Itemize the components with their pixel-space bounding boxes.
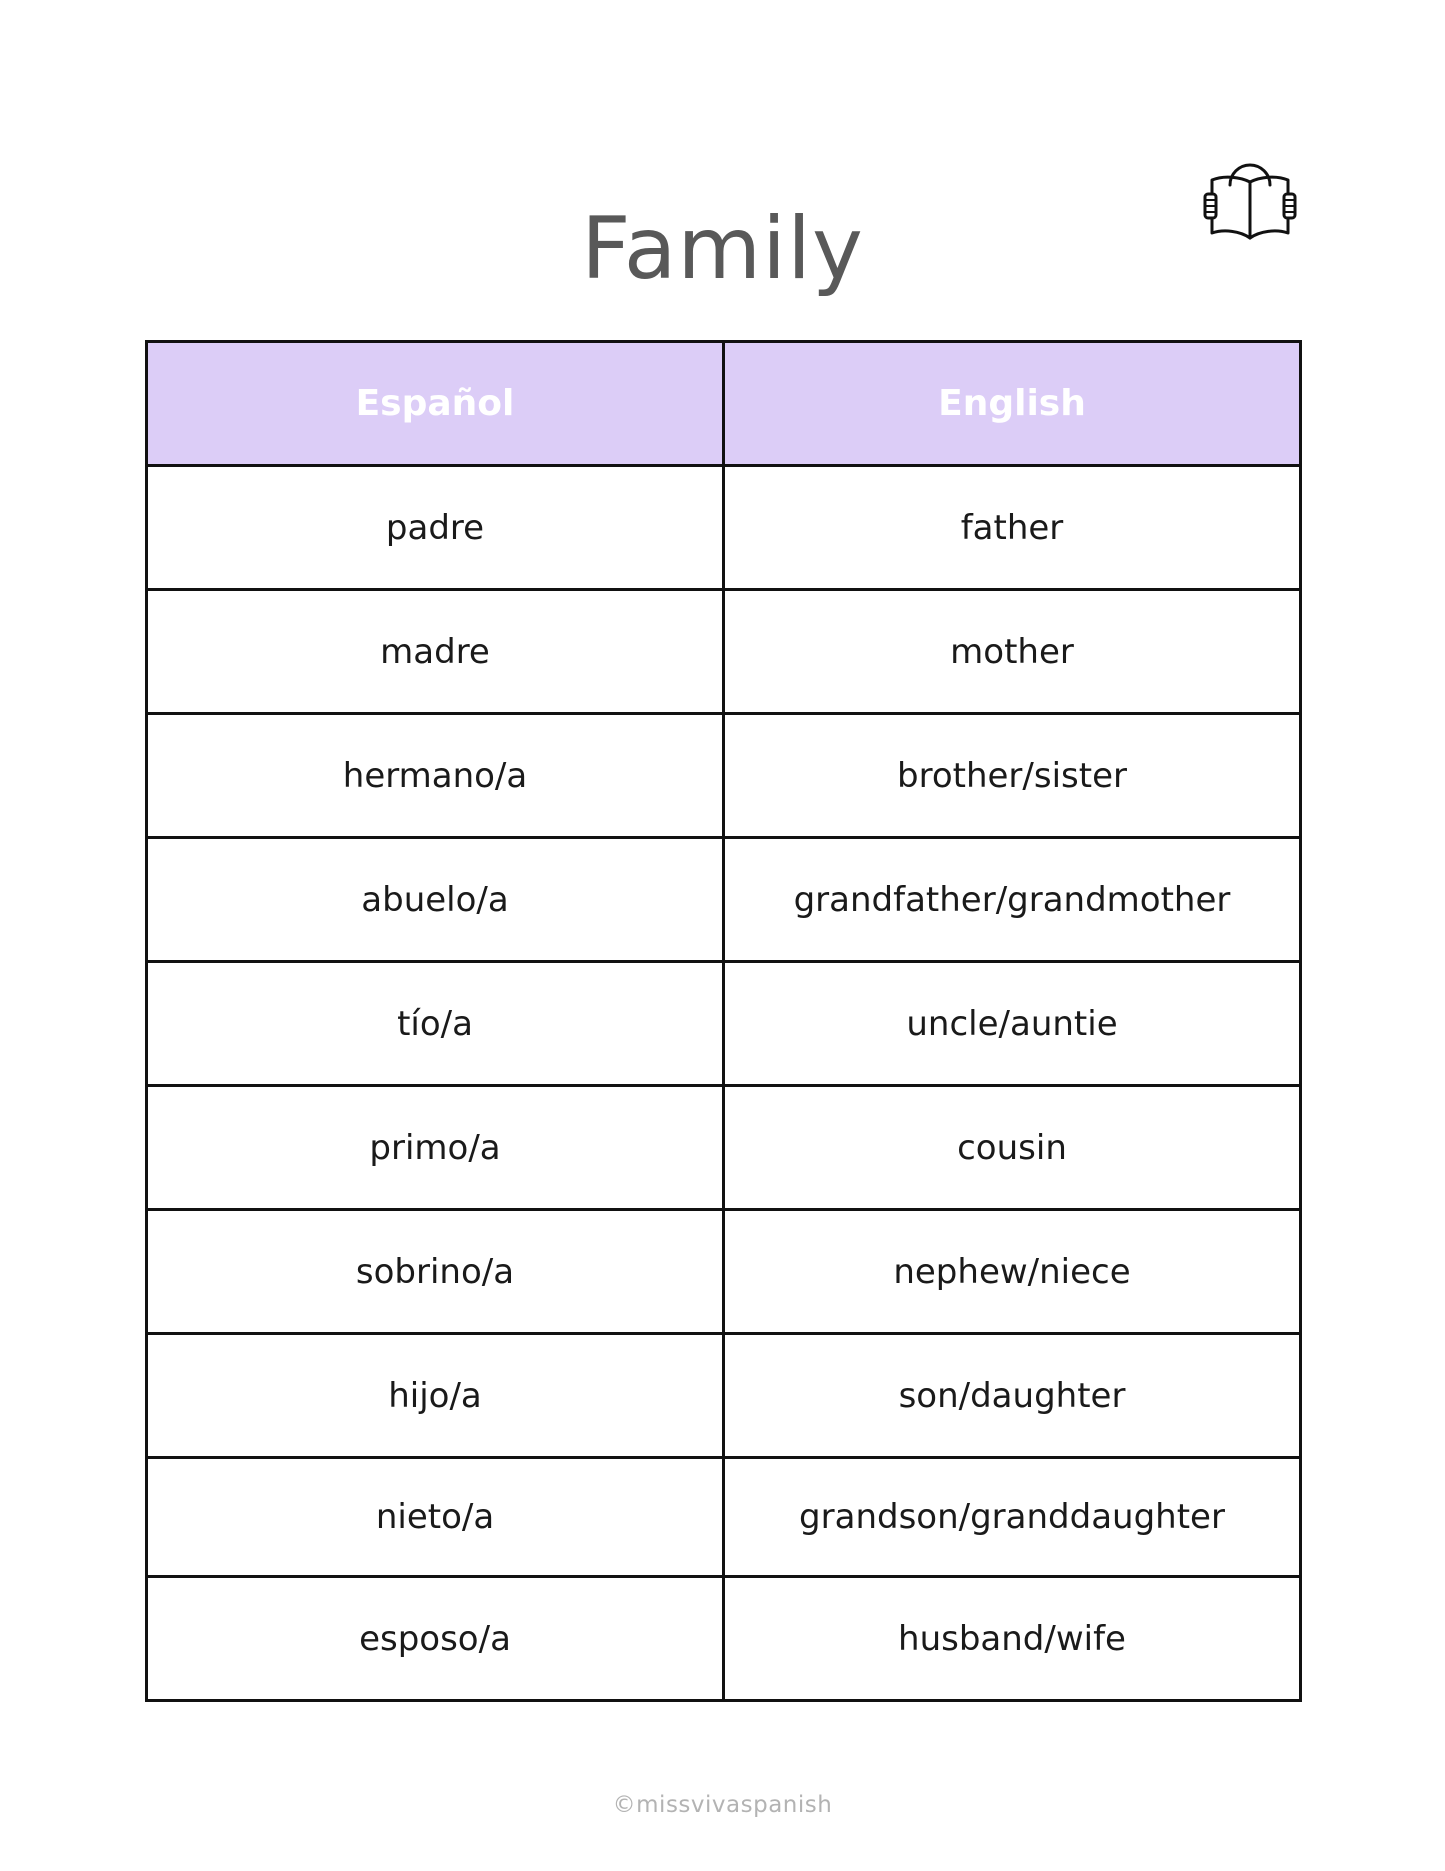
english-word: father (724, 466, 1301, 590)
spanish-word: sobrino/a (147, 1210, 724, 1334)
spanish-word: hermano/a (147, 714, 724, 838)
table-row (147, 1458, 1301, 1577)
spanish-word: esposo/a (147, 1577, 724, 1701)
footer-credit: ©missvivaspanish (612, 1792, 833, 1818)
table-row (147, 590, 1301, 714)
vocabulary-table (145, 340, 1302, 1702)
table-row (147, 466, 1301, 590)
english-word: husband/wife (724, 1577, 1301, 1701)
table-row (147, 1210, 1301, 1334)
table-row (147, 714, 1301, 838)
english-word: brother/sister (724, 714, 1301, 838)
table-row (147, 838, 1301, 962)
spanish-word: padre (147, 466, 724, 590)
spanish-word: nieto/a (147, 1458, 724, 1577)
table-row (147, 1577, 1301, 1701)
table-row (147, 962, 1301, 1086)
english-word: cousin (724, 1086, 1301, 1210)
table-header-row (147, 342, 1301, 466)
english-word: son/daughter (724, 1334, 1301, 1458)
page-title: Family (581, 198, 864, 299)
spanish-word: primo/a (147, 1086, 724, 1210)
english-word: mother (724, 590, 1301, 714)
table-row (147, 1086, 1301, 1210)
spanish-word: tío/a (147, 962, 724, 1086)
header-english: English (724, 342, 1301, 466)
reading-book-icon (1202, 150, 1298, 242)
english-word: grandfather/grandmother (724, 838, 1301, 962)
spanish-word: abuelo/a (147, 838, 724, 962)
english-word: nephew/niece (724, 1210, 1301, 1334)
table-row (147, 1334, 1301, 1458)
header-spanish: Español (147, 342, 724, 466)
spanish-word: madre (147, 590, 724, 714)
english-word: uncle/auntie (724, 962, 1301, 1086)
english-word: grandson/granddaughter (724, 1458, 1301, 1577)
spanish-word: hijo/a (147, 1334, 724, 1458)
